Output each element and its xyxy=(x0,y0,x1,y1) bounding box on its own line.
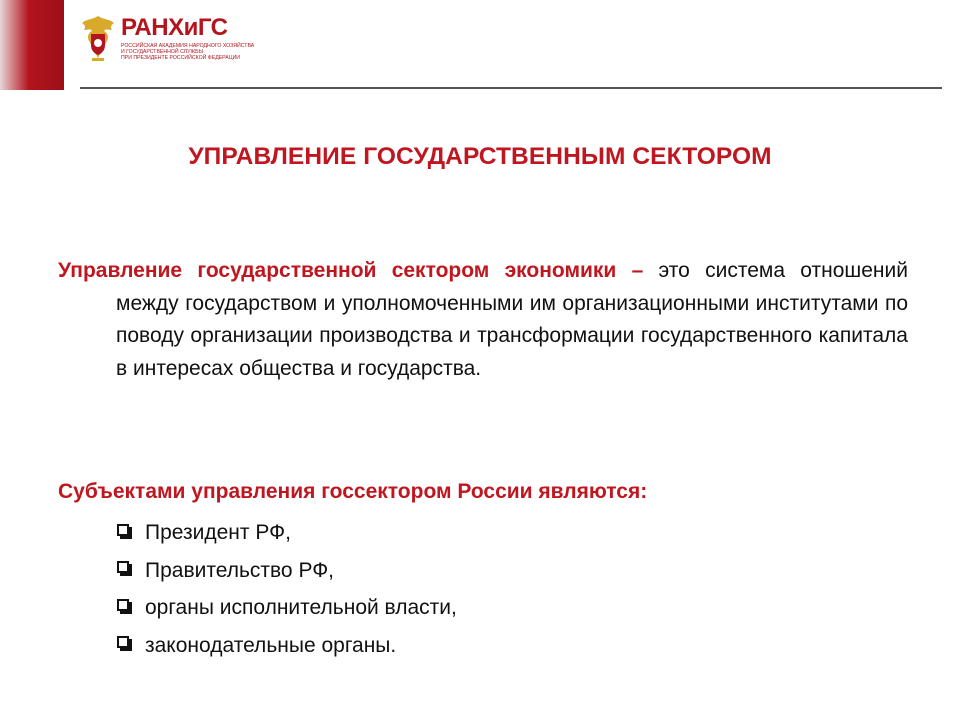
list-item-text: органы исполнительной власти, xyxy=(145,596,457,619)
list-item xyxy=(117,552,457,590)
eagle-emblem-icon xyxy=(78,14,118,64)
list-item xyxy=(117,627,457,665)
logo-subtitle-line: ПРИ ПРЕЗИДЕНТЕ РОССИЙСКОЙ ФЕДЕРАЦИИ xyxy=(121,55,241,61)
checkbox-bullet-icon xyxy=(117,524,129,536)
ranepa-logo xyxy=(78,14,255,68)
list-item xyxy=(117,514,457,552)
checkbox-bullet-icon xyxy=(117,599,129,611)
logo-subtitle-line: И ГОСУДАРСТВЕННОЙ СЛУЖБЫ xyxy=(121,49,204,55)
checkbox-bullet-icon xyxy=(117,636,129,648)
list-item-text: Президент РФ, xyxy=(145,521,291,544)
subjects-heading: Субъектами управления госсектором России являются: xyxy=(58,480,648,503)
subjects-list xyxy=(117,514,457,664)
list-item-text: законодательные органы. xyxy=(145,633,397,657)
logo-subtitle-line: РОССИЙСКАЯ АКАДЕМИЯ НАРОДНОГО ХОЗЯЙСТВА xyxy=(121,43,255,49)
checkbox-bullet-icon xyxy=(117,561,129,573)
definition-term: Управление государственной сектором экономики – xyxy=(58,259,644,282)
slide-title: УПРАВЛЕНИЕ ГОСУДАРСТВЕННЫМ СЕКТОРОМ xyxy=(188,143,772,170)
header-red-bar xyxy=(0,0,64,90)
definition-block xyxy=(58,255,908,385)
definition-text: это система отношений между государством и уполномоченными им организационными институтами по поводу организации производства и трансформации государственного капитала в интересах общества и государства. xyxy=(116,259,908,380)
header-divider xyxy=(80,87,942,89)
logo-subtitle xyxy=(121,43,255,61)
logo-title: РАНХиГС xyxy=(121,14,228,41)
definition-paragraph xyxy=(58,255,908,385)
list-item-text: Правительство РФ, xyxy=(145,558,335,582)
list-item xyxy=(117,589,457,627)
